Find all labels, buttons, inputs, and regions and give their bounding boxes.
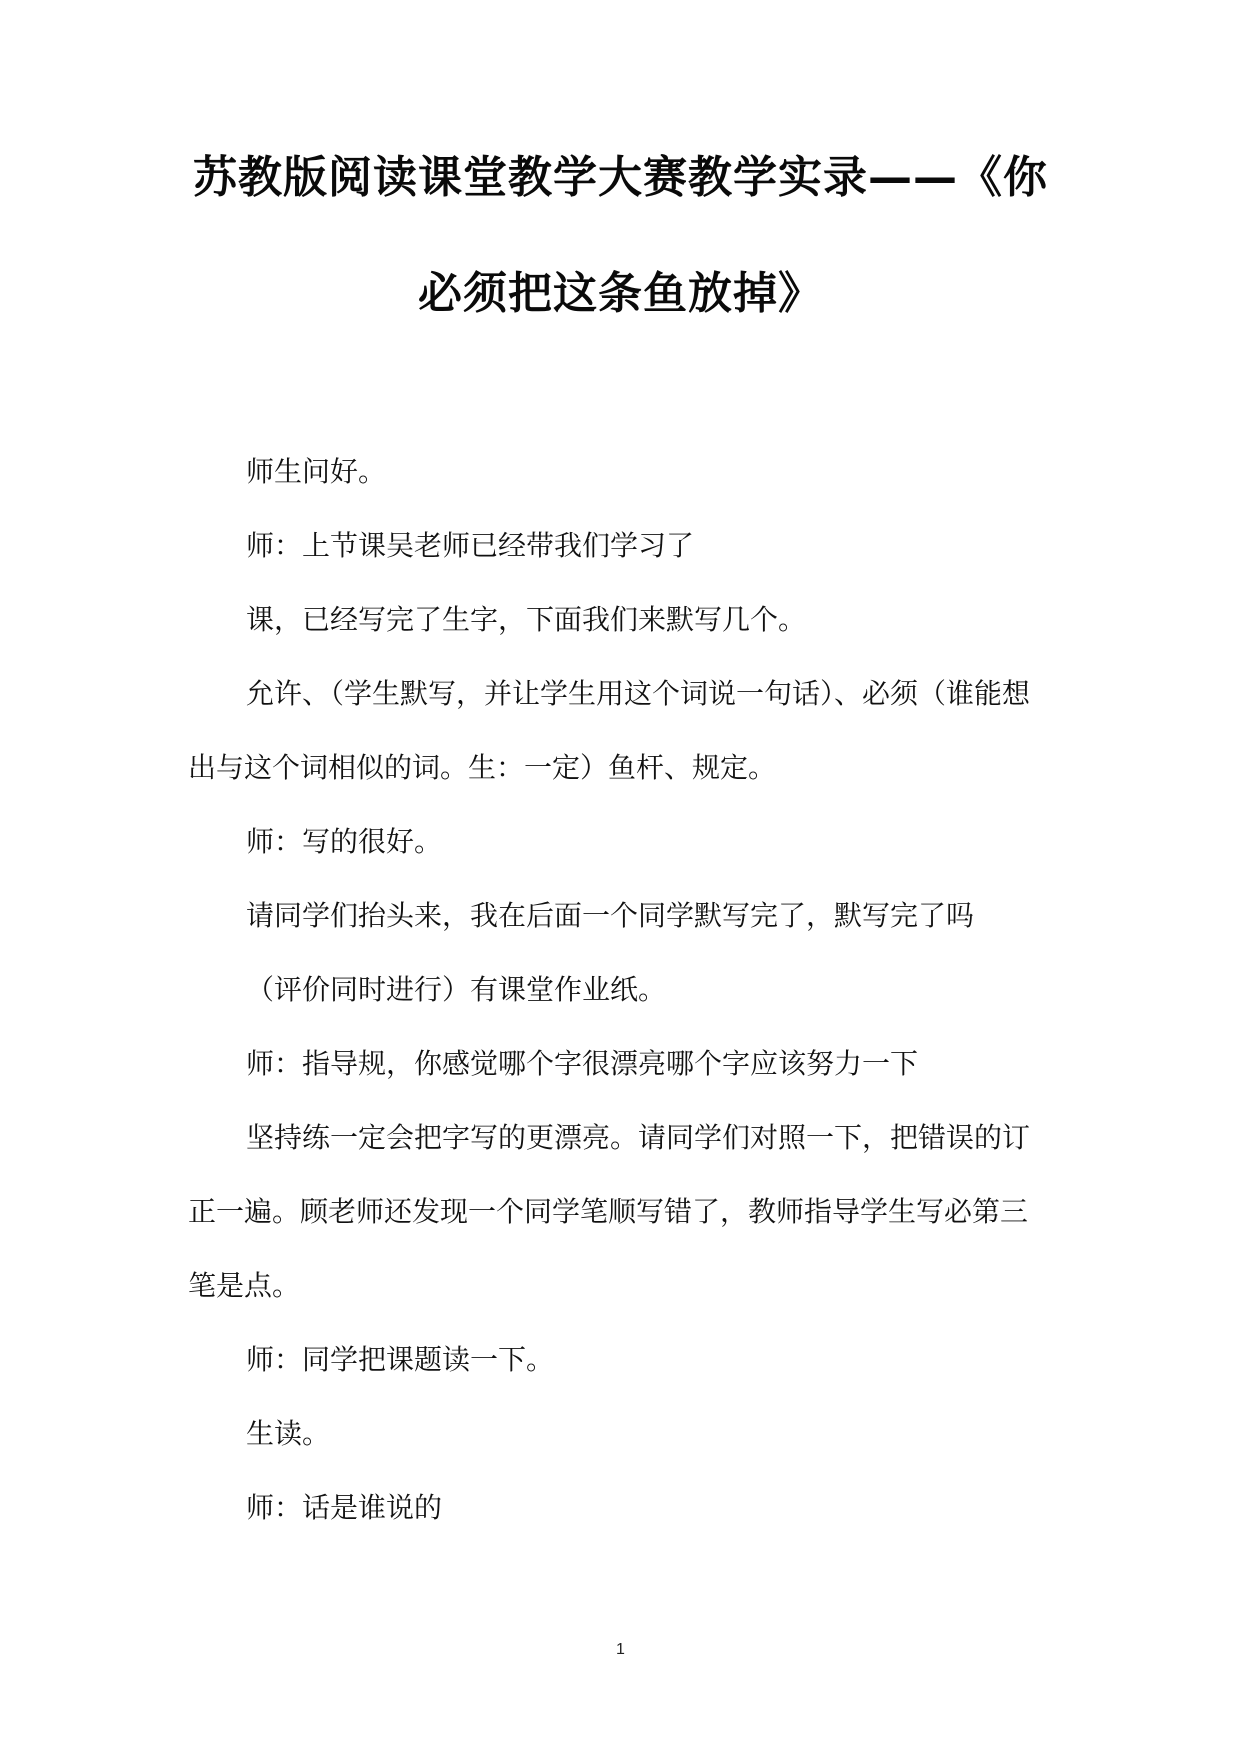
document-body: [188, 435, 1058, 1545]
paragraph-line: 笔是点。: [188, 1269, 301, 1302]
paragraph-line: 正一遍。顾老师还发现一个同学笔顺写错了，教师指导学生写必第三: [188, 1195, 1029, 1228]
paragraph: [188, 805, 1058, 879]
paragraph: [188, 879, 1058, 953]
paragraph-line: 师生问好。: [246, 455, 387, 488]
paragraph: [188, 657, 1058, 805]
paragraph: [188, 1323, 1058, 1397]
paragraph: [188, 953, 1058, 1027]
page-number: 1: [616, 1641, 625, 1658]
paragraph: [188, 583, 1058, 657]
paragraph-line: 出与这个词相似的词。生：一定）鱼杆、规定。: [188, 751, 777, 784]
paragraph-line: 师：同学把课题读一下。: [246, 1343, 555, 1376]
paragraph-line: 请同学们抬头来，我在后面一个同学默写完了，默写完了吗: [246, 899, 975, 932]
paragraph: [188, 435, 1058, 509]
paragraph: [188, 1397, 1058, 1471]
paragraph-line: 师：指导规，你感觉哪个字很漂亮哪个字应该努力一下: [246, 1047, 919, 1080]
paragraph-line: 师：上节课吴老师已经带我们学习了: [246, 529, 695, 562]
paragraph-line: 坚持练一定会把字写的更漂亮。请同学们对照一下，把错误的订: [246, 1121, 1031, 1154]
paragraph-line: 允许、（学生默写，并让学生用这个词说一句话）、必须（谁能想: [246, 677, 1031, 710]
paragraph: [188, 1471, 1058, 1545]
paragraph: [188, 509, 1058, 583]
paragraph-line: （评价同时进行）有课堂作业纸。: [246, 973, 667, 1006]
paragraph: [188, 1027, 1058, 1101]
paragraph-line: 课，已经写完了生字，下面我们来默写几个。: [246, 603, 807, 636]
document-title-line-1: 苏教版阅读课堂教学大赛教学实录——《你: [193, 152, 1048, 203]
paragraph-line: 生读。: [246, 1417, 331, 1450]
paragraph-line: 师：写的很好。: [246, 825, 443, 858]
document-title-line-2: 必须把这条鱼放掉》: [418, 268, 823, 319]
paragraph-line: 师：话是谁说的: [246, 1491, 443, 1524]
paragraph: [188, 1101, 1058, 1323]
